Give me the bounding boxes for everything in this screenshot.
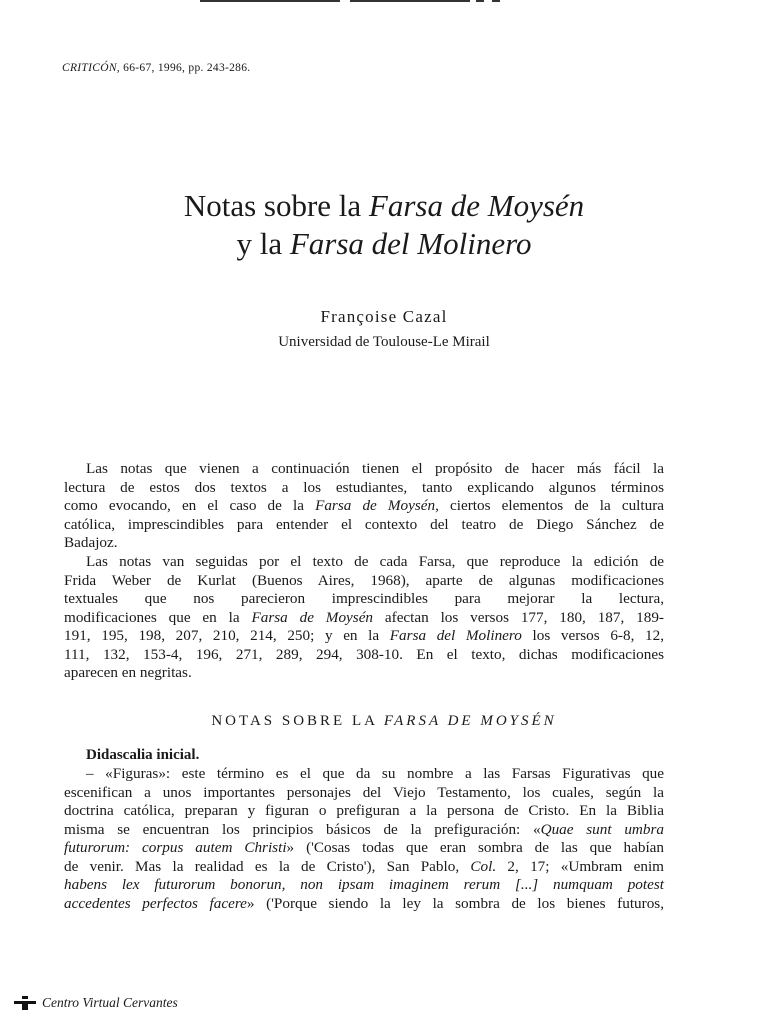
text-line: Las notas que vienen a continuación tienen el propósito de hacer más fácil la (86, 460, 664, 477)
text-line: modificaciones que en la Farsa de Moysén afectan los versos 177, 180, 187, 189- (64, 608, 664, 626)
journal-details: 66-67, 1996, pp. 243-286. (123, 62, 251, 74)
text-line: – «Figuras»: este término es el que da su nombre a las Farsas Figurativas que (86, 765, 664, 782)
subheading: Didascalia inicial. (86, 747, 200, 763)
text-line: 111, 132, 153-4, 196, 271, 289, 294, 308-10. En el texto, dichas modificaciones (64, 645, 664, 663)
text-line: como evocando, en el caso de la Farsa de Moysén, ciertos elementos de la cultura (64, 497, 664, 514)
paragraph-intro (64, 460, 664, 553)
text-line: 191, 195, 198, 207, 210, 214, 250; y en la Farsa del Molinero los versos 6-8, 12, (64, 627, 664, 644)
paragraph-edition (64, 553, 664, 683)
journal-name: CRITICÓN, (62, 62, 120, 74)
title-line-1-prefix: Notas sobre la (183, 188, 369, 223)
text-line: de venir. Mas la realidad es la de Cristo'), San Pablo, Col. 2, 17; «Umbram enim (64, 857, 664, 875)
top-rule (200, 0, 500, 2)
text-line: lectura de estos dos textos a los estudiantes, tanto explicando algunos términos (64, 478, 664, 496)
cervantes-logo-icon (14, 996, 36, 1010)
text-line: católica, imprescindibles para entender el contexto del teatro de Diego Sánchez de (64, 515, 664, 533)
text-line: misma se encuentran los principios básicos de la prefiguración: «Quae sunt umbra (64, 820, 665, 838)
text-line: escenifican a unos importantes personajes del Viejo Testamento, los cuales, según la (64, 783, 664, 801)
text-line: habens lex futurorum bonorun, non ipsam imaginem rerum [...] numquam potest (64, 876, 664, 893)
text-line: Badajoz. (64, 534, 118, 551)
author-name: Françoise Cazal (320, 307, 448, 326)
title-line-2 (0, 225, 768, 263)
title-line-2-italic: Farsa del Molinero (289, 226, 532, 261)
section-heading-italic: FARSA DE MOYSÉN (383, 713, 557, 729)
footer-text: Centro Virtual Cervantes (42, 995, 178, 1010)
section-heading (0, 713, 768, 730)
text-line: accedentes perfectos facere» ('Porque siendo la ley la sombra de los bienes futuros, (64, 894, 664, 912)
paragraph-figuras (64, 765, 664, 913)
text-line: textuales que nos parecieron imprescindibles para mejorar la lectura, (64, 590, 664, 607)
text-line: Las notas van seguidas por el texto de cada Farsa, que reproduce la edición de (86, 553, 664, 570)
text-line: doctrina católica, preparan y figuran o prefiguran a la persona de Cristo. En la Biblia (64, 802, 664, 819)
title-line-2-prefix: y la (236, 226, 290, 261)
section-heading-prefix: NOTAS SOBRE LA (211, 713, 384, 729)
title-line-1 (0, 187, 768, 225)
text-line: aparecen en negritas. (64, 664, 192, 681)
title-line-1-italic: Farsa de Moysén (368, 188, 585, 223)
text-line: Frida Weber de Kurlat (Buenos Aires, 1968), aparte de algunas modificaciones (64, 571, 664, 589)
text-line: futurorum: corpus autem Christi» ('Cosas todas que eran sombra de las que habían (64, 839, 664, 856)
journal-reference (62, 62, 250, 74)
author-affiliation: Universidad de Toulouse-Le Mirail (278, 334, 490, 350)
footer (14, 995, 178, 1011)
